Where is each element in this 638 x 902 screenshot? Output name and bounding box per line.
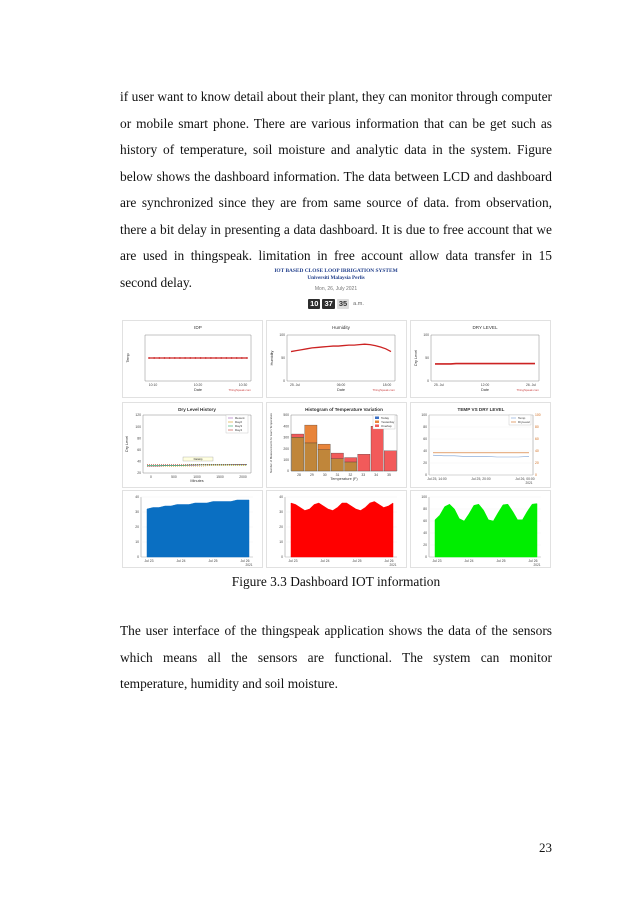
y-axis-label: Number of Measurements for Each Temperature (269, 413, 273, 473)
clock-ampm: a.m. (353, 301, 364, 307)
chart-panel-red-area (266, 490, 407, 568)
area-fill (147, 500, 249, 557)
temp-chart (123, 321, 262, 397)
x-tick-label: 1500 (216, 475, 224, 479)
y-tick-label: 80 (137, 436, 141, 441)
data-point (246, 357, 248, 359)
x-tick-label: 10:30 (238, 383, 248, 387)
x-tick-label: 10:10 (148, 383, 158, 387)
x-tick-label: Jul 25, 14:00 (427, 477, 447, 481)
area-fill (291, 502, 393, 558)
y-tick-label: 10 (279, 540, 283, 545)
x-tick-label: Jul 23 (288, 559, 298, 563)
y-tick-label: 20 (423, 461, 427, 466)
y-tick-label: 60 (423, 437, 427, 442)
data-point (210, 357, 212, 359)
histogram-bar-overlap (331, 459, 343, 471)
x-axis-label: Date (336, 388, 346, 392)
x-tick-label: 25. Jul (290, 383, 300, 387)
x-tick-label: Jul 23 (144, 559, 154, 563)
y-tick-label: 100 (279, 333, 285, 338)
area-fill (435, 504, 537, 557)
y-tick-label: 400 (283, 424, 289, 429)
dry-level-chart (411, 321, 550, 397)
y2-tick-label: 20 (535, 461, 539, 466)
data-point (164, 357, 166, 359)
x-tick-label: 25. Jul (434, 383, 444, 387)
intro-paragraph: if user want to know detail about their plant, they can monitor through computer or mobile smart phone. There are various information that can be get such as history of temperature, soil moisture and analytic data in the system. Figure below shows the dashboard information. The data between LCD and dashboard are synchronized since they are from same source of data. from observation, there a bit delay in presenting a data dashboard. It is due to free account that we are used in thingspeak. limitation in free account allow data transfer in 15 second delay. (120, 89, 552, 290)
legend-label: Day2 (235, 420, 243, 424)
data-point (200, 357, 202, 359)
x-tick-label: 29 (309, 473, 314, 477)
legend-label: DryLevel (518, 420, 530, 424)
x-year-label: 2021 (525, 481, 533, 485)
dashboard-title: IOT BASED CLOSE LOOP IRRIGATION SYSTEM (274, 268, 398, 274)
y-tick-label: 0 (425, 555, 427, 560)
conclusion-paragraph: The user interface of the thingspeak application shows the data of the sensors which means all the sensors are functional. The system can monitor temperature, humidity and soil moisture. (120, 623, 552, 691)
x-tick-label: Jul 23 (432, 559, 442, 563)
data-point (174, 357, 176, 359)
chart-title: Humidity (332, 325, 350, 330)
chart-panel-humidity (266, 320, 407, 398)
legend-label: Day4 (235, 428, 243, 432)
legend-label: Overlap (381, 424, 392, 428)
x-tick-label: Jul 25 (496, 559, 506, 563)
y-tick-label: 100 (421, 413, 427, 418)
data-point (184, 357, 186, 359)
y-axis-label: Temp (126, 353, 130, 363)
y-axis-label: Humidity (270, 350, 274, 366)
y-tick-label: 10 (135, 540, 139, 545)
y-tick-label: 20 (423, 543, 427, 548)
x-tick-label: Jul 26 (384, 559, 394, 563)
chart-panel-histogram (266, 402, 407, 488)
histogram-bar (331, 453, 343, 459)
x-axis-label: Temperature (F) (330, 477, 358, 481)
x-tick-label: 06:00 (336, 383, 346, 387)
legend-swatch (375, 417, 379, 420)
y-axis-label: Dry Level (125, 435, 129, 453)
histogram-bar (292, 434, 304, 437)
figure-caption: Figure 3.3 Dashboard IOT information (231, 574, 441, 589)
y-tick-label: 80 (423, 507, 427, 512)
y-tick-label: 0 (137, 555, 139, 560)
data-point (195, 357, 197, 359)
y2-tick-label: 80 (535, 425, 539, 430)
x-tick-label: 33 (361, 473, 366, 477)
red-area-chart (267, 491, 406, 567)
x-tick-label: Jul 26 (240, 559, 250, 563)
chart-title: TEMP VS DRY LEVEL (457, 407, 505, 412)
data-point (231, 357, 233, 359)
legend-label: Temp (518, 416, 526, 420)
x-tick-label: 32 (348, 473, 353, 477)
data-point (236, 357, 238, 359)
temp-vs-dry-level-chart (411, 403, 550, 487)
legend-label: Day3 (235, 424, 243, 428)
data-point (153, 357, 155, 359)
green-area-chart (411, 491, 550, 567)
dashboard-clock (308, 299, 364, 309)
dashboard-header (120, 268, 552, 311)
y-tick-label: 0 (425, 473, 427, 478)
x-tick-label: 35 (387, 473, 391, 477)
histogram-bar (305, 425, 317, 443)
histogram-bar (384, 451, 396, 471)
y-tick-label: 20 (279, 525, 283, 530)
chart-panel-blue-area (122, 490, 263, 568)
chart-title: DRY LEVEL (472, 325, 498, 330)
y2-tick-label: 0 (535, 473, 537, 478)
x-tick-label: 30 (322, 473, 327, 477)
legend-swatch (375, 425, 379, 428)
chart-title: Histogram of Temperature Variation (305, 407, 383, 412)
x-tick-label: 31 (335, 473, 340, 477)
x-tick-label: Jul 26 (528, 559, 538, 563)
data-point (241, 357, 243, 359)
data-point (179, 357, 181, 359)
y-tick-label: 50 (281, 356, 285, 361)
page-number: 23 (539, 840, 552, 855)
y-tick-label: 40 (279, 495, 283, 500)
histogram-bar (371, 426, 383, 471)
x-tick-label: Jul 24 (176, 559, 186, 563)
chart-title: IDP (194, 325, 202, 330)
y-tick-label: 50 (425, 356, 429, 361)
x-tick-label: 26. Jul (526, 383, 536, 387)
x-tick-label: 28 (297, 473, 301, 477)
dashboard-date: Mon, 26, July 2021 (314, 286, 358, 292)
histogram-bar (345, 458, 357, 462)
histogram-bar-overlap (345, 462, 357, 471)
temperature-histogram-chart (267, 403, 406, 487)
histogram-bar-overlap (318, 450, 330, 471)
y-tick-label: 100 (421, 495, 427, 500)
y-tick-label: 0 (427, 379, 429, 384)
legend-label: Yesterday (381, 420, 395, 424)
x-axis-label: Date (193, 388, 203, 392)
humidity-chart (267, 321, 406, 397)
y-tick-label: 20 (135, 525, 139, 530)
x-tick-label: 34 (374, 473, 379, 477)
x-tick-label: Jul 25 (352, 559, 362, 563)
x-tick-label: 18:00 (382, 383, 392, 387)
data-point (220, 357, 222, 359)
x-year-label: 2021 (389, 563, 397, 567)
y2-tick-label: 60 (535, 437, 539, 442)
data-point (148, 357, 150, 359)
y-tick-label: 40 (137, 459, 141, 464)
x-tick-label: Jul 25, 20:00 (471, 477, 491, 481)
watermark-label: ThingSpeak.com (228, 388, 251, 392)
series-line (433, 455, 529, 457)
data-point (215, 357, 217, 359)
data-point (189, 357, 191, 359)
dry-level-history-chart (123, 403, 262, 487)
x-tick-label: 10:20 (193, 383, 203, 387)
data-point (169, 357, 171, 359)
datatip-label: Datatip (193, 457, 203, 461)
y-tick-label: 40 (135, 495, 139, 500)
data-point (205, 357, 207, 359)
x-axis-label: Minutes (190, 479, 204, 483)
clock-minutes: 37 (324, 299, 333, 308)
y-tick-label: 500 (283, 413, 289, 418)
watermark-label: ThingSpeak.com (372, 388, 395, 392)
y-tick-label: 20 (137, 471, 141, 476)
blue-area-chart (123, 491, 262, 567)
x-tick-label: 2000 (239, 475, 247, 479)
y-tick-label: 30 (279, 510, 283, 515)
x-tick-label: 500 (171, 475, 177, 479)
y-tick-label: 60 (423, 519, 427, 524)
legend-swatch (375, 421, 379, 424)
x-year-label: 2021 (245, 563, 253, 567)
x-tick-label: Jul 25 (208, 559, 218, 563)
chart-panel-temp (122, 320, 263, 398)
chart-panel-dry-level (410, 320, 551, 398)
histogram-bar-overlap (305, 443, 317, 471)
x-tick-label: 0 (150, 475, 152, 479)
x-year-label: 2021 (533, 563, 541, 567)
x-tick-label: 12:00 (480, 383, 490, 387)
y-tick-label: 120 (135, 413, 141, 418)
dashboard-subtitle: Universiti Malaysia Perlis (307, 275, 365, 281)
x-tick-label: Jul 26, 00:00 (515, 477, 535, 481)
histogram-bar (358, 454, 370, 471)
data-point (225, 357, 227, 359)
watermark-label: ThingSpeak.com (516, 388, 539, 392)
clock-hours: 10 (310, 299, 319, 308)
y-tick-label: 100 (423, 333, 429, 338)
x-tick-label: Jul 24 (320, 559, 330, 563)
y-tick-label: 40 (423, 531, 427, 536)
y-axis-label: Dry Level (414, 349, 418, 367)
chart-title: Dry Level History (178, 407, 216, 412)
y-tick-label: 60 (137, 448, 141, 452)
dashboard-figure (120, 268, 552, 568)
x-axis-label: Date (480, 388, 490, 392)
histogram-bar-overlap (292, 437, 304, 471)
y2-tick-label: 100 (535, 413, 541, 418)
data-point (158, 357, 160, 359)
legend-label: Today (381, 416, 390, 420)
x-tick-label: Jul 24 (464, 559, 474, 563)
chart-panel-green-area (410, 490, 551, 568)
y-tick-label: 0 (287, 469, 289, 474)
y-tick-label: 300 (283, 435, 289, 440)
series-line (291, 344, 391, 351)
chart-panel-temp-vs-dry (410, 402, 551, 488)
legend-label: Recent (235, 416, 245, 420)
y-tick-label: 40 (423, 449, 427, 454)
y-tick-label: 80 (423, 425, 427, 430)
y-tick-label: 100 (135, 424, 141, 429)
y-tick-label: 0 (283, 379, 285, 384)
x-tick-label: 1000 (193, 475, 201, 479)
y-tick-label: 30 (135, 510, 139, 515)
y-tick-label: 200 (283, 446, 289, 451)
y-tick-label: 100 (283, 458, 289, 462)
chart-panel-dry-level-history (122, 402, 263, 488)
y-tick-label: 0 (281, 555, 283, 560)
clock-seconds: 35 (338, 299, 348, 308)
y2-tick-label: 40 (535, 449, 539, 454)
histogram-bar (318, 444, 330, 450)
